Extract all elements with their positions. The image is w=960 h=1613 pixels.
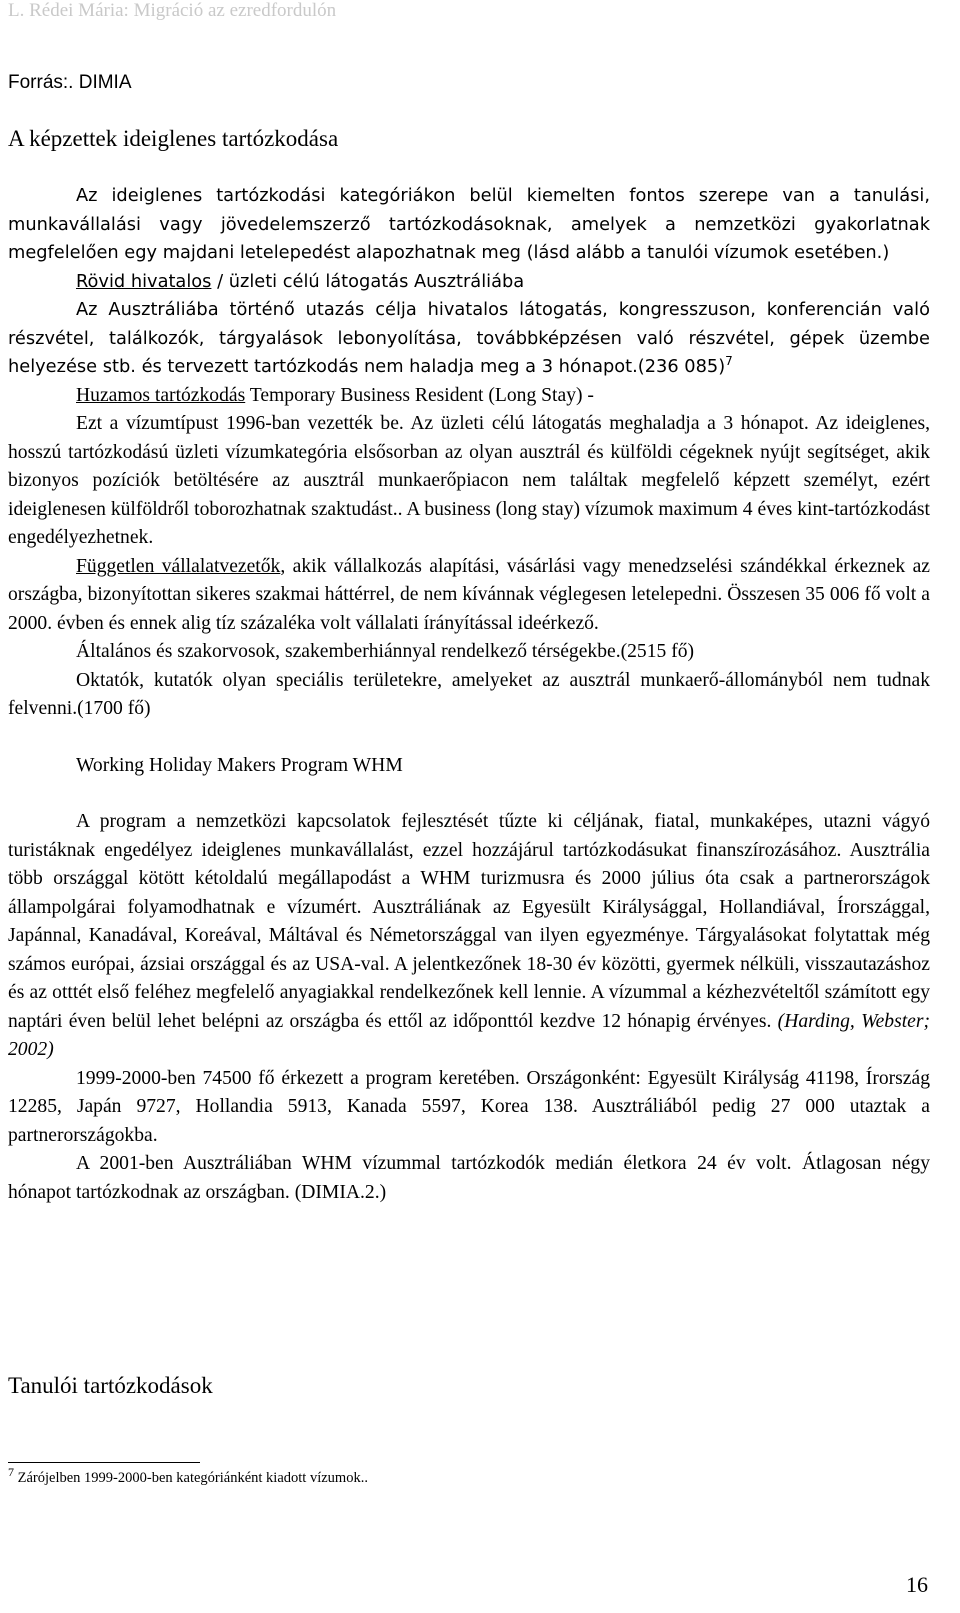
source-line: Forrás:. DIMIA [8,72,132,93]
short-visit-heading [8,268,930,297]
independent-paragraph [8,553,930,639]
whm-body: A program a nemzetközi kapcsolatok fejlesztését tűzte ki céljának, fiatal, munkaképes, utazni vágyó turistáknak engedélyez ideiglenes munkavállalást, ezzel hozzájárul tartózkodásukat finanszírozásához. Ausztrália több országgal kötött kétoldalú megállapodást a WHM turizmusra és 2000 július óta csak a partnerországok állampolgárai folyamodhatnak e vízumért. Ausztráliának az Egyesült Királysággal, Hollandiával, Írországgal, Japánnal, Kanadával, Koreával, Máltával és Németországgal van ilyen egyezménye. Tárgyalásokat folytattak még számos európai, ázsiai országgal és az USA-val. A jelentkezőnek 18-30 év közötti, gyermek nélküli, visszautazáshoz és az otttét első feléhez megfelelő anyagiakkal rendelkezőnek kell lennie. A vízummal a kézhezvételtől számított egy naptári éven belül lehet belépni az országba és ettől az időponttól kezdve 12 hónapig érvényes. [8,811,930,1032]
whm-median: A 2001-ben Ausztráliában WHM vízummal tartózkodók medián életkora 24 év volt. Átlagosan négy hónapot tartózkodnak az országban. (DIMIA.2.) [8,1153,930,1203]
short-visit-heading-rest: / üzleti célú látogatás Ausztráliába [211,270,525,292]
short-visit-body: Az Ausztráliába történő utazás célja hivatalos látogatás, kongresszuson, konferencián való részvétel, találkozók, tárgyalások lebonyolítása, továbbképzésen való részvétel, gépek üzembe helyezése stb. és tervezett tartózkodás nem haladja meg a 3 hónapot. [8,299,930,377]
whm-title: Working Holiday Makers Program WHM [76,754,403,776]
running-header: L. Rédei Mária: Migráció az ezredfordulón [8,0,337,21]
footnote-rule [8,1462,200,1463]
long-stay-body: Az ideiglenes, hosszú tartózkodású üzleti vízumkategória elsősorban az olyan ausztrál és külföldi cégeknek nyújt segítséget, akik bizonyos pozíciók betöltésére az ausztrál munkaerőpiacon nem találtak megfelelő képzett személyt, ezért ideiglenesen külföldről toborozhatnak szaktudást.. A business (long stay) vízumok maximum 4 éves kint-tartózkodást engedélyezhetnek. [8,413,930,548]
teachers-paragraph: Oktatók, kutatók olyan speciális területekre, amelyeket az ausztrál munkaerő-állományból nem tudnak felvenni.(1700 fő) [8,669,930,719]
short-visit-text [8,296,930,382]
independent-heading: Független vállalatvezetők [76,555,281,577]
section-title: A képzettek ideiglenes tartózkodása [8,126,339,151]
long-stay-heading [8,382,930,411]
footnote [8,1465,368,1487]
short-visit-count: (236 085) [637,356,726,377]
general-paragraph: Általános és szakorvosok, szakemberhiánnyal rendelkező térségekbe.(2515 fő) [76,641,695,662]
body-text [8,182,930,1207]
footnote-ref: 7 [725,354,733,369]
student-section-title: Tanulói tartózkodások [8,1373,213,1398]
footnote-text: Zárójelben 1999-2000-ben kategóriánként kiadott vízumok.. [14,1470,368,1486]
short-visit-heading-underlined: Rövid hivatalos [76,270,212,292]
whm-paragraph [8,808,930,1065]
whm-stats: 1999-2000-ben 74500 fő érkezett a program keretében. Országonként: Egyesült Királyság 41198, Írország 12285, Japán 9727, Hollandia 5913, Kanada 5597, Korea 138. Ausztráliából pedig 27 000 utaztak a partnerországokba. [8,1067,930,1146]
long-stay-heading-underlined: Huzamos tartózkodás [76,384,246,406]
whm-citation: (Harding, Webster; 2002) [8,1010,931,1060]
footnote-number: 7 [8,1465,14,1480]
independent-body: , akik vállalkozás alapítási, vásárlási vagy menedzselési szándékkal érkeznek az országba, bizonyítottan sikeres szakmai háttérrel, de nem kívánnak véglegesen letelepedni. Összesen 35 006 fő volt a 2000. évben és ennek alig tíz százaléka volt vállalati írányítással ideérkező. [8,555,930,634]
intro-paragraph: Az ideiglenes tartózkodási kategóriákon belül kiemelten fontos szerepe van a tanulási, munkavállalási vagy jövedelemszerző tartózkodásoknak, amelyek a nemzetközi gyakorlatnak megfelelően egy majdani letelepedést alapozhatnak meg (lásd alább a tanulói vízumok esetében.) [8,185,930,263]
page-number: 16 [906,1572,928,1597]
long-stay-heading-rest: Temporary Business Resident (Long Stay) - [245,384,594,406]
long-stay-line1: Ezt a vízumtípust 1996-ban vezették be. Az üzleti célú látogatás meghaladja a 3 hónapot. [76,413,809,434]
long-stay-text [8,410,930,553]
